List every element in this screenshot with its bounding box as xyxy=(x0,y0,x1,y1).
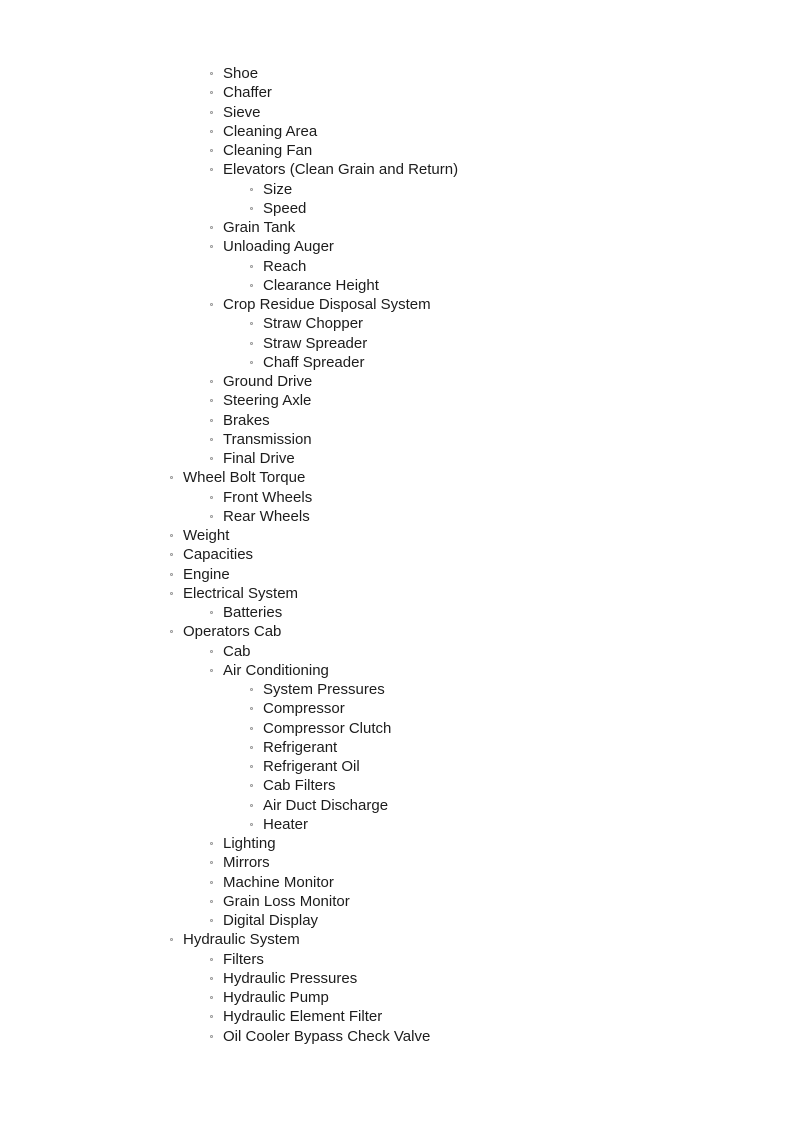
list-item xyxy=(0,430,794,449)
list-item xyxy=(0,180,794,199)
list-item xyxy=(0,237,794,256)
bullet-icon xyxy=(250,804,253,807)
bullet-icon xyxy=(210,919,213,922)
list-item xyxy=(0,969,794,988)
list-item xyxy=(0,257,794,276)
bullet-icon xyxy=(210,650,213,653)
list-item-label: Filters xyxy=(223,950,264,968)
list-item-label: Straw Chopper xyxy=(263,315,364,333)
bullet-icon xyxy=(250,727,253,730)
list-item-label: Crop Residue Disposal System xyxy=(223,296,431,313)
bullet-icon xyxy=(250,784,253,787)
list-item xyxy=(0,353,794,372)
bullet-icon xyxy=(210,900,213,903)
bullet-icon xyxy=(250,361,253,364)
bullet-icon xyxy=(170,938,173,941)
list-item xyxy=(0,699,794,718)
list-item xyxy=(0,873,794,892)
list-item xyxy=(0,565,794,584)
bullet-icon xyxy=(210,419,213,422)
list-item-label: System Pressures xyxy=(263,681,385,698)
list-item xyxy=(0,776,794,795)
list-item-label: Mirrors xyxy=(223,854,270,872)
list-item-label: Capacities xyxy=(183,546,254,564)
list-item-label: Oil Cooler Bypass Check Valve xyxy=(223,1027,431,1045)
list-item-label: Sieve xyxy=(223,103,261,121)
bullet-icon xyxy=(210,1035,213,1038)
list-item xyxy=(0,160,794,179)
bullet-icon xyxy=(210,515,213,518)
list-item-label: Hydraulic Element Filter xyxy=(223,1008,383,1026)
outline-list xyxy=(0,64,794,1046)
list-item xyxy=(0,488,794,507)
bullet-icon xyxy=(210,380,213,383)
list-item-label: Electrical System xyxy=(183,584,299,602)
list-item-label: Grain Tank xyxy=(223,219,296,236)
list-item xyxy=(0,276,794,295)
list-item-label: Brakes xyxy=(223,411,270,429)
bullet-icon xyxy=(250,765,253,768)
list-item-label: Batteries xyxy=(223,604,283,621)
bullet-icon xyxy=(210,669,213,672)
bullet-icon xyxy=(250,284,253,287)
list-item xyxy=(0,314,794,333)
bullet-icon xyxy=(210,111,213,114)
list-item xyxy=(0,468,794,487)
list-item-label: Machine Monitor xyxy=(223,873,334,891)
list-item-label: Cleaning Fan xyxy=(223,142,313,159)
bullet-icon xyxy=(250,823,253,826)
list-item-label: Clearance Height xyxy=(263,276,379,294)
list-item-label: Heater xyxy=(263,815,309,833)
list-item xyxy=(0,603,794,622)
list-item xyxy=(0,642,794,661)
list-item-label: Size xyxy=(263,180,293,198)
bullet-icon xyxy=(210,303,213,306)
list-item xyxy=(0,334,794,353)
bullet-icon xyxy=(210,958,213,961)
list-item-label: Transmission xyxy=(223,430,312,448)
list-item-label: Shoe xyxy=(223,65,259,82)
bullet-icon xyxy=(210,72,213,75)
list-item-label: Engine xyxy=(183,565,230,583)
bullet-icon xyxy=(210,977,213,980)
list-item-label: Digital Display xyxy=(223,912,319,929)
list-item xyxy=(0,122,794,141)
bullet-icon xyxy=(210,399,213,402)
list-item xyxy=(0,834,794,853)
list-item xyxy=(0,950,794,969)
list-item xyxy=(0,738,794,757)
list-item xyxy=(0,199,794,218)
list-item xyxy=(0,661,794,680)
list-item-label: Refrigerant xyxy=(263,738,338,756)
list-item xyxy=(0,988,794,1007)
list-item xyxy=(0,218,794,237)
list-item xyxy=(0,719,794,738)
bullet-icon xyxy=(170,592,173,595)
bullet-icon xyxy=(210,611,213,614)
list-item xyxy=(0,526,794,545)
list-item-label: Cleaning Area xyxy=(223,122,318,140)
list-item-label: Speed xyxy=(263,199,307,217)
list-item xyxy=(0,584,794,603)
list-item-label: Grain Loss Monitor xyxy=(223,892,350,910)
bullet-icon xyxy=(210,149,213,152)
bullet-icon xyxy=(210,861,213,864)
list-item xyxy=(0,1027,794,1046)
list-item xyxy=(0,372,794,391)
bullet-icon xyxy=(210,130,213,133)
list-item xyxy=(0,930,794,949)
list-item xyxy=(0,680,794,699)
bullet-icon xyxy=(250,265,253,268)
list-item xyxy=(0,295,794,314)
list-item xyxy=(0,892,794,911)
bullet-icon xyxy=(170,573,173,576)
list-item-label: Weight xyxy=(183,527,230,544)
list-item-label: Hydraulic Pressures xyxy=(223,969,358,987)
list-item xyxy=(0,545,794,564)
bullet-icon xyxy=(170,553,173,556)
bullet-icon xyxy=(250,207,253,210)
list-item-label: Cab xyxy=(223,642,251,660)
list-item-label: Air Duct Discharge xyxy=(263,796,389,814)
bullet-icon xyxy=(210,842,213,845)
list-item-label: Steering Axle xyxy=(223,392,312,410)
list-item-label: Refrigerant Oil xyxy=(263,758,360,775)
bullet-icon xyxy=(210,438,213,441)
list-item-label: Ground Drive xyxy=(223,373,313,390)
bullet-icon xyxy=(170,630,173,633)
list-item xyxy=(0,1007,794,1026)
list-item xyxy=(0,796,794,815)
bullet-icon xyxy=(210,996,213,999)
list-item xyxy=(0,853,794,872)
bullet-icon xyxy=(170,534,173,537)
list-item-label: Operators Cab xyxy=(183,623,282,641)
bullet-icon xyxy=(250,188,253,191)
list-item xyxy=(0,391,794,410)
list-item xyxy=(0,411,794,430)
list-item-label: Lighting xyxy=(223,835,276,852)
list-item xyxy=(0,507,794,526)
bullet-icon xyxy=(210,91,213,94)
list-item-label: Straw Spreader xyxy=(263,334,368,352)
list-item-label: Wheel Bolt Torque xyxy=(183,469,306,487)
list-item xyxy=(0,911,794,930)
list-item-label: Chaffer xyxy=(223,84,272,102)
bullet-icon xyxy=(210,226,213,229)
list-item-label: Hydraulic System xyxy=(183,931,300,949)
list-item-label: Compressor xyxy=(263,700,345,718)
list-item xyxy=(0,141,794,160)
bullet-icon xyxy=(210,1015,213,1018)
bullet-icon xyxy=(210,245,213,248)
list-item-label: Air Conditioning xyxy=(223,661,329,679)
list-item xyxy=(0,449,794,468)
list-item-label: Unloading Auger xyxy=(223,238,334,256)
bullet-icon xyxy=(250,746,253,749)
bullet-icon xyxy=(210,457,213,460)
bullet-icon xyxy=(170,476,173,479)
list-item-label: Final Drive xyxy=(223,450,295,467)
list-item xyxy=(0,622,794,641)
bullet-icon xyxy=(210,496,213,499)
bullet-icon xyxy=(250,707,253,710)
bullet-icon xyxy=(250,688,253,691)
bullet-icon xyxy=(250,322,253,325)
list-item-label: Reach xyxy=(263,257,307,275)
list-item-label: Cab Filters xyxy=(263,777,336,795)
list-item xyxy=(0,83,794,102)
bullet-icon xyxy=(250,342,253,345)
list-item-label: Hydraulic Pump xyxy=(223,989,329,1006)
list-item xyxy=(0,103,794,122)
bullet-icon xyxy=(210,168,213,171)
list-item-label: Rear Wheels xyxy=(223,507,310,525)
list-item xyxy=(0,64,794,83)
list-item-label: Compressor Clutch xyxy=(263,719,392,737)
list-item xyxy=(0,757,794,776)
list-item-label: Elevators (Clean Grain and Return) xyxy=(223,161,459,179)
bullet-icon xyxy=(210,881,213,884)
list-item-label: Chaff Spreader xyxy=(263,353,365,371)
list-item-label: Front Wheels xyxy=(223,488,313,506)
list-item xyxy=(0,815,794,834)
